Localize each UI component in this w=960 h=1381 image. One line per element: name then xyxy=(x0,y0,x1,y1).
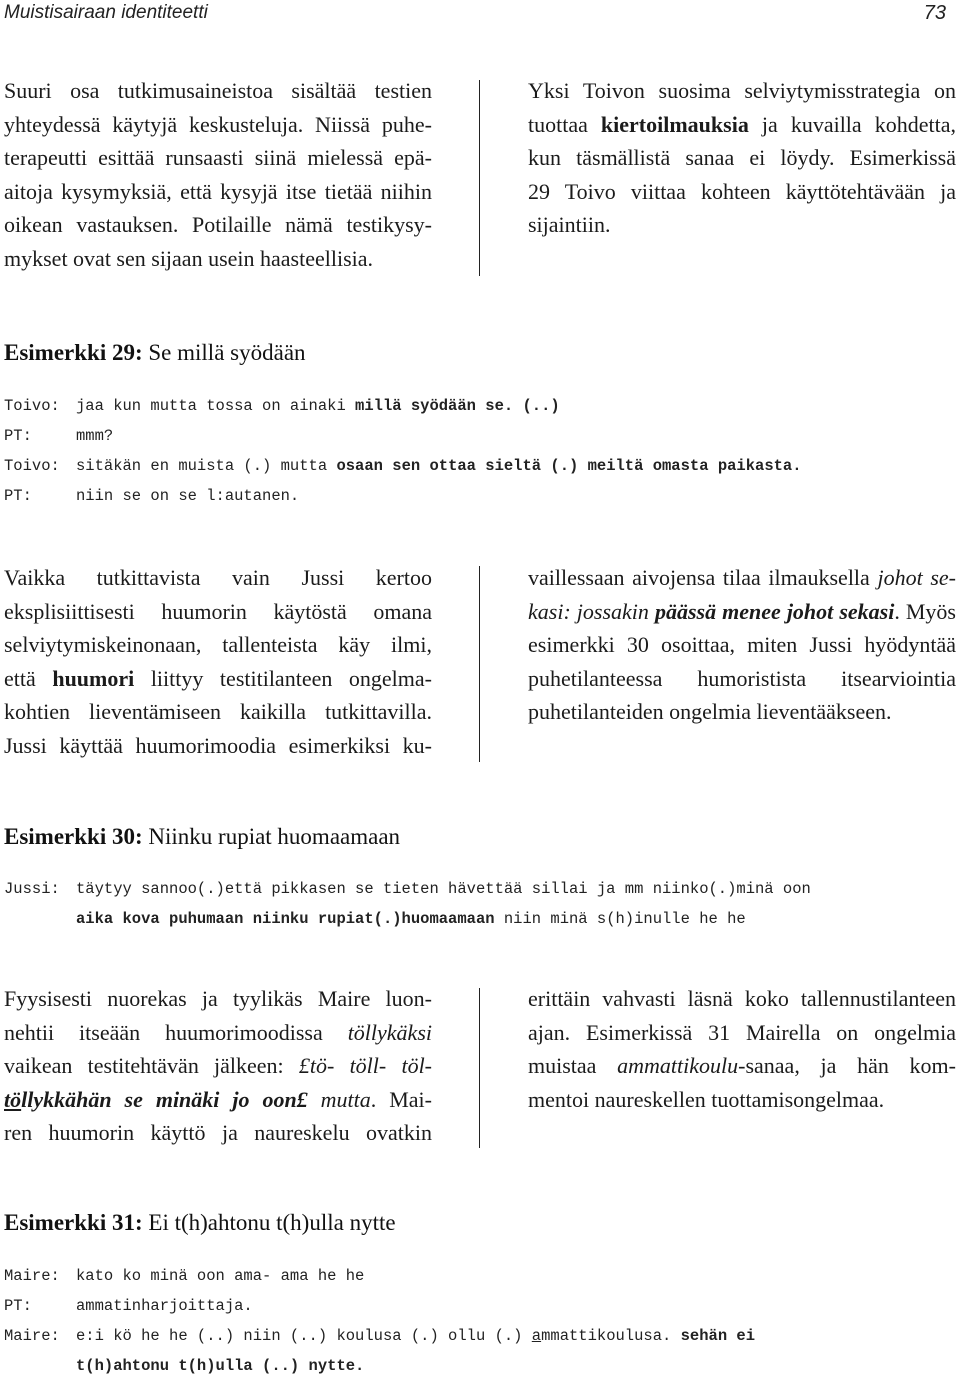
speaker-label: Maire: xyxy=(4,1267,60,1285)
paragraph-line: eksplisiittisesti huumorin käytöstä omana xyxy=(4,598,432,624)
paragraph-line: Vaikka tutkittavista vain Jussi kertoo xyxy=(4,565,432,590)
speaker-label: PT: xyxy=(4,487,32,505)
section3-right-column xyxy=(528,982,956,1116)
paragraph-line: että huumori liittyy testitilanteen ongelma- xyxy=(4,665,432,691)
paragraph-line: sijaintiin. xyxy=(528,212,611,238)
transcript-row: Jussi: täytyy sannoo(.)että pikkasen se tieten hävettää sillai ja mm niinko(.)minä oon xyxy=(4,874,811,904)
transcript-row: Maire: e:i kö he he (..) niin (..) koulusa (.) ollu (.) ammattikoulusa. sehän ei xyxy=(4,1321,755,1351)
section1-right-column xyxy=(528,74,956,242)
transcript-row: PT: ammatinharjoittaja. xyxy=(4,1291,755,1321)
paragraph-line: Yksi Toivon suosima selviytymisstrategia on xyxy=(528,78,956,103)
paragraph-line: yhteydessä käytyjä keskusteluja. Niissä puhe- xyxy=(4,111,432,137)
paragraph-line: muistaa ammattikoulu-sanaa, ja hän kom- xyxy=(528,1053,956,1079)
paragraph-line: kasi: jossakin päässä menee johot sekasi. Myös xyxy=(528,598,956,624)
paragraph-line: vaikean testitehtävän jälkeen: £tö- töll- töl- xyxy=(4,1053,433,1079)
paragraph-line: vaillessaan aivojensa tilaa ilmauksella johot se- xyxy=(528,565,956,590)
paragraph-line: oikean vastauksen. Potilaille nämä testikysy- xyxy=(4,212,432,238)
paragraph-line: kohtien lieventämiseen kaikilla tutkittavilla. xyxy=(4,699,432,725)
paragraph-line: terapeutti esittää runsaasti siinä mielessä epä- xyxy=(4,145,432,171)
section2-right-column xyxy=(528,561,956,729)
speaker-label: PT: xyxy=(4,427,32,445)
speaker-label: Toivo: xyxy=(4,457,60,475)
paragraph-line: Jussi käyttää huumorimoodia esimerkiksi ku- xyxy=(4,732,432,758)
transcript-row: Toivo: sitäkän en muista (.) mutta osaan sen ottaa sieltä (.) meiltä omasta paikasta. xyxy=(4,451,802,481)
column-divider xyxy=(479,566,480,762)
transcript-row: Toivo: jaa kun mutta tossa on ainaki millä syödään se. (..) xyxy=(4,391,802,421)
paragraph-line: Suuri osa tutkimusaineistoa sisältää testien xyxy=(4,78,432,103)
paragraph-line: ren huumorin käyttö ja naureskelu ovatkin xyxy=(4,1120,432,1146)
paragraph-line: Fyysisesti nuorekas ja tyylikäs Maire luon- xyxy=(4,986,432,1011)
keyword-bold: kiertoilmauksia xyxy=(600,111,749,137)
paragraph-line: tuottaa kiertoilmauksia ja kuvailla kohdetta, xyxy=(528,111,956,137)
paragraph-line: aitoja kysymyksiä, että kysyjä itse tietää niihin xyxy=(4,178,432,204)
transcript-row: PT: mmm? xyxy=(4,421,802,451)
paragraph-line: 29 Toivo viittaa kohteen käyttötehtävään ja xyxy=(528,178,956,204)
paragraph-line: puhetilanteessa humoristista itsearviointia xyxy=(528,665,956,691)
transcript-31 xyxy=(4,1261,755,1381)
section3-left-column xyxy=(4,982,432,1150)
paragraph-line: puhetilanteiden ongelmia lieventääkseen. xyxy=(528,699,892,725)
transcript-row: t(h)ahtonu t(h)ulla (..) nytte. xyxy=(76,1357,365,1375)
paragraph-line: mykset ovat sen sijaan usein haasteellisia. xyxy=(4,245,374,271)
keyword-bold: huumori xyxy=(52,665,135,691)
speaker-label: Toivo: xyxy=(4,397,60,415)
section1-left-column xyxy=(4,74,432,276)
speaker-label: Maire: xyxy=(4,1327,60,1345)
transcript-row: Maire: kato ko minä oon ama- ama he he xyxy=(4,1261,755,1291)
paragraph-line: mentoi naureskellen tuottamisongelmaa. xyxy=(528,1086,885,1112)
paragraph-line: esimerkki 30 osoittaa, miten Jussi hyödyntää xyxy=(528,632,956,658)
paragraph-line: erittäin vahvasti läsnä koko tallennustilanteen xyxy=(528,986,956,1011)
example-29-title: Esimerkki 29: Se millä syödään xyxy=(4,340,306,365)
transcript-30 xyxy=(4,874,811,934)
example-31-title: Esimerkki 31: Ei t(h)ahtonu t(h)ulla nytte xyxy=(4,1210,396,1235)
column-divider xyxy=(479,80,480,276)
section2-left-column xyxy=(4,561,432,763)
page-number: 73 xyxy=(923,2,946,24)
paragraph-line: nehtii itseään huumorimoodissa töllykäksi xyxy=(4,1019,432,1045)
paragraph-line: töllykkähän se minäki jo oon£ mutta. Mai- xyxy=(4,1086,432,1112)
example-30-title: Esimerkki 30: Niinku rupiat huomaamaan xyxy=(4,824,401,849)
running-header-title: Muistisairaan identiteetti xyxy=(4,2,208,23)
speaker-label: PT: xyxy=(4,1297,32,1315)
transcript-row: aika kova puhumaan niinku rupiat(.)huomaamaan niin minä s(h)inulle he he xyxy=(76,910,746,928)
transcript-29 xyxy=(4,391,802,511)
speaker-label: Jussi: xyxy=(4,880,60,898)
transcript-row: PT: niin se on se l:autanen. xyxy=(4,481,802,511)
paragraph-line: selviytymiskeinonaan, tallenteista käy ilmi, xyxy=(4,632,432,658)
paragraph-line: kun täsmällistä sanaa ei löydy. Esimerkissä xyxy=(528,145,956,171)
column-divider xyxy=(479,988,480,1148)
paragraph-line: ajan. Esimerkissä 31 Mairella on ongelmia xyxy=(528,1019,956,1045)
